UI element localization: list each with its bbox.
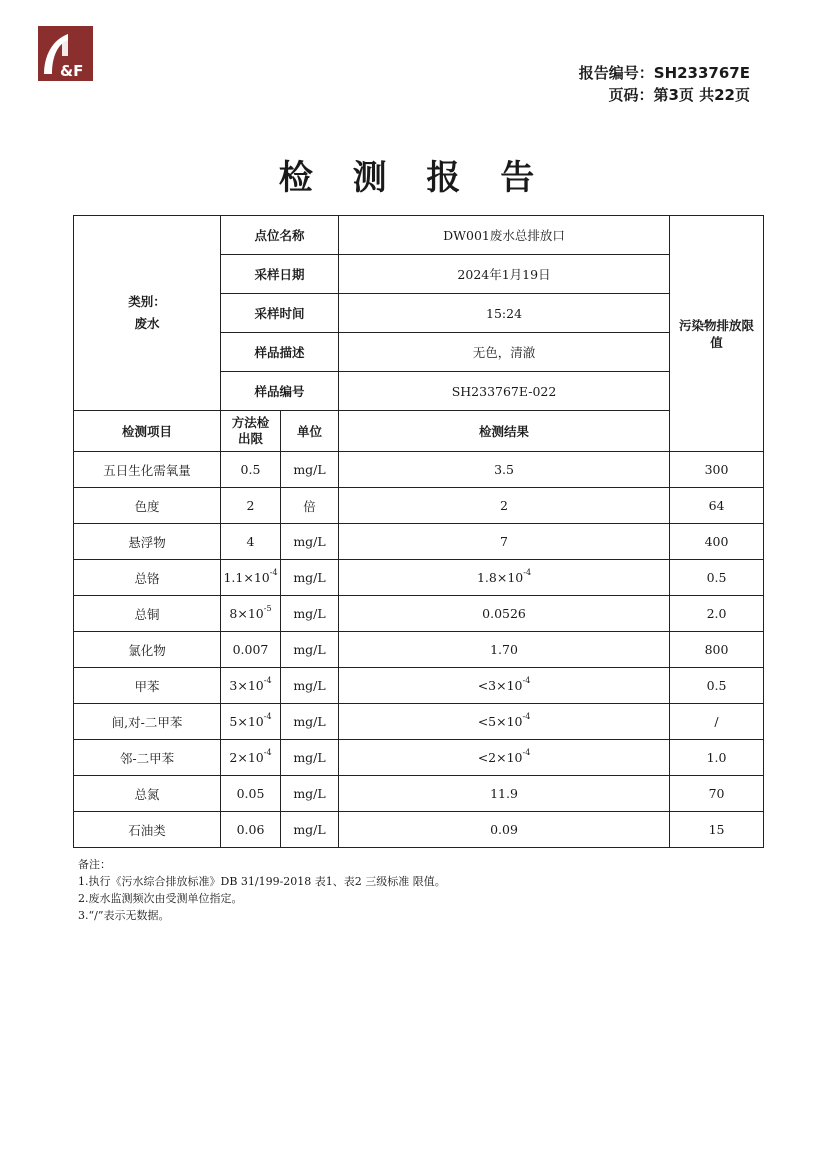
info-label: 采样时间 <box>221 294 339 333</box>
unit-cell-value: mg/L <box>293 606 326 621</box>
unit-cell <box>281 776 339 812</box>
item-cell-value: 石油类 <box>128 822 166 838</box>
standard-limit-cell-value: 15 <box>708 822 725 837</box>
company-logo <box>38 26 93 81</box>
standard-limit-cell <box>670 632 764 668</box>
method-limit-cell <box>221 488 281 524</box>
method-limit-cell <box>221 524 281 560</box>
unit-cell <box>281 704 339 740</box>
info-label: 采样日期 <box>221 255 339 294</box>
unit-cell <box>281 812 339 848</box>
method-limit-cell-value: 0.5 <box>240 462 261 477</box>
standard-limit-cell <box>670 812 764 848</box>
col-header-result: 检测结果 <box>339 411 670 452</box>
item-cell <box>74 776 221 812</box>
result-cell <box>339 632 670 668</box>
standard-limit-cell <box>670 452 764 488</box>
svg-text:&F: &F <box>60 62 84 80</box>
info-label: 样品描述 <box>221 333 339 372</box>
method-limit-cell-value: 3×10 <box>229 678 264 693</box>
method-limit-cell <box>221 812 281 848</box>
result-cell-value: 3.5 <box>494 462 514 477</box>
info-value: 无色，清澈 <box>339 333 670 372</box>
standard-limit-cell <box>670 668 764 704</box>
item-cell-value: 五日生化需氧量 <box>103 462 191 478</box>
note-item: 3.“/”表示无数据。 <box>78 909 170 922</box>
method-limit-cell-exponent: -4 <box>263 748 272 757</box>
table-row <box>74 668 764 704</box>
standard-limit-cell-value: 64 <box>708 498 725 513</box>
item-cell-value: 悬浮物 <box>128 534 166 550</box>
standard-limit-cell-value: 300 <box>704 462 729 477</box>
page-title: 检 测 报 告 <box>278 158 549 198</box>
info-value: DW001废水总排放口 <box>339 216 670 255</box>
standard-limit-cell <box>670 776 764 812</box>
result-cell <box>339 488 670 524</box>
result-cell <box>339 812 670 848</box>
unit-cell-value: mg/L <box>293 678 326 693</box>
method-limit-cell-value: 0.007 <box>232 642 269 657</box>
notes-section <box>78 856 446 924</box>
method-limit-cell <box>221 704 281 740</box>
category-cell <box>74 216 221 411</box>
info-label: 样品编号 <box>221 372 339 411</box>
item-cell <box>74 704 221 740</box>
result-cell <box>339 524 670 560</box>
standard-limit-cell <box>670 596 764 632</box>
standard-limit-cell <box>670 704 764 740</box>
unit-cell-value: mg/L <box>293 642 326 657</box>
method-limit-cell <box>221 632 281 668</box>
method-limit-cell-value: 2×10 <box>229 750 264 765</box>
table-row <box>74 704 764 740</box>
method-limit-cell <box>221 668 281 704</box>
result-cell-exponent: -4 <box>522 676 531 685</box>
result-cell-value: <2×10 <box>477 750 523 765</box>
result-cell-value: 1.70 <box>490 642 518 657</box>
standard-limit-cell <box>670 560 764 596</box>
standard-limit-cell <box>670 488 764 524</box>
method-limit-cell-value: 0.05 <box>236 786 265 801</box>
unit-cell-value: mg/L <box>293 534 326 549</box>
standard-limit-cell-value: 800 <box>704 642 729 657</box>
method-limit-cell-exponent: -4 <box>263 676 272 685</box>
unit-cell-value: mg/L <box>293 786 326 801</box>
method-limit-cell-exponent: -5 <box>263 604 272 613</box>
unit-cell <box>281 488 339 524</box>
report-number: 报告编号：SH233767E <box>578 64 750 82</box>
item-cell <box>74 740 221 776</box>
method-limit-cell <box>221 452 281 488</box>
result-cell-value: 11.9 <box>490 786 518 801</box>
table-row <box>74 632 764 668</box>
result-cell-value: <3×10 <box>477 678 523 693</box>
table-row <box>74 560 764 596</box>
item-cell <box>74 632 221 668</box>
result-cell-value: <5×10 <box>477 714 523 729</box>
item-cell-value: 总铬 <box>134 570 160 586</box>
table-row <box>74 776 764 812</box>
limit-header: 污染物排放限值 <box>670 216 764 452</box>
table-row <box>74 488 764 524</box>
result-cell-exponent: -4 <box>522 748 531 757</box>
item-cell <box>74 812 221 848</box>
col-header-item: 检测项目 <box>74 411 221 452</box>
result-cell <box>339 596 670 632</box>
method-limit-cell-value: 2 <box>246 498 255 513</box>
standard-limit-cell <box>670 524 764 560</box>
method-limit-cell <box>221 596 281 632</box>
unit-cell-value: mg/L <box>293 822 326 837</box>
standard-limit-cell-value: 70 <box>708 786 725 801</box>
method-limit-cell-value: 5×10 <box>229 714 264 729</box>
method-limit-cell <box>221 776 281 812</box>
result-cell-value: 7 <box>500 534 508 549</box>
method-limit-cell-exponent: -4 <box>263 712 272 721</box>
note-item: 1.执行《污水综合排放标准》DB 31/199-2018 表1、表2 三级标准 限值。 <box>78 875 446 888</box>
result-cell <box>339 452 670 488</box>
item-cell-value: 甲苯 <box>134 678 160 694</box>
standard-limit-cell-value: 2.0 <box>706 606 727 621</box>
unit-cell-value: mg/L <box>293 462 326 477</box>
result-cell <box>339 776 670 812</box>
info-value: 15:24 <box>339 294 670 333</box>
item-cell <box>74 668 221 704</box>
result-cell-value: 2 <box>500 498 508 513</box>
unit-cell <box>281 560 339 596</box>
item-cell-value: 氯化物 <box>128 642 166 658</box>
table-row <box>74 812 764 848</box>
table-row <box>74 452 764 488</box>
result-cell <box>339 668 670 704</box>
unit-cell <box>281 668 339 704</box>
item-cell <box>74 524 221 560</box>
result-cell <box>339 704 670 740</box>
item-cell-value: 间,对-二甲苯 <box>111 714 183 730</box>
category-value: 废水 <box>134 316 160 331</box>
item-cell-value: 色度 <box>134 498 160 514</box>
standard-limit-cell <box>670 740 764 776</box>
method-limit-cell <box>221 560 281 596</box>
unit-cell-value: mg/L <box>293 714 326 729</box>
result-cell-value: 0.09 <box>490 822 518 837</box>
unit-cell <box>281 632 339 668</box>
standard-limit-cell-value: 0.5 <box>706 570 727 585</box>
unit-cell-value: mg/L <box>293 570 326 585</box>
table-row <box>74 596 764 632</box>
item-cell-value: 邻-二甲苯 <box>119 750 175 766</box>
result-cell-value: 1.8×10 <box>476 570 524 585</box>
unit-cell <box>281 596 339 632</box>
result-cell-exponent: -4 <box>522 712 531 721</box>
col-header-unit: 单位 <box>281 411 339 452</box>
col-header-method: 方法检出限 <box>221 411 281 452</box>
table-row <box>74 740 764 776</box>
page-indicator: 页码：第3页 共22页 <box>608 86 750 104</box>
note-item: 2.废水监测频次由受测单位指定。 <box>78 892 243 905</box>
result-cell <box>339 560 670 596</box>
info-value: SH233767E-022 <box>339 372 670 411</box>
table-row <box>74 524 764 560</box>
item-cell <box>74 596 221 632</box>
info-label: 点位名称 <box>221 216 339 255</box>
unit-cell-value: mg/L <box>293 750 326 765</box>
method-limit-cell-value: 4 <box>246 534 255 549</box>
unit-cell <box>281 452 339 488</box>
result-cell-exponent: -4 <box>523 568 532 577</box>
unit-cell <box>281 740 339 776</box>
standard-limit-cell-value: / <box>714 714 719 729</box>
standard-limit-cell-value: 1.0 <box>706 750 727 765</box>
method-limit-cell <box>221 740 281 776</box>
result-cell <box>339 740 670 776</box>
item-cell <box>74 452 221 488</box>
notes-title: 备注： <box>78 858 111 871</box>
category-label: 类别： <box>128 294 166 309</box>
method-limit-cell-value: 1.1×10 <box>223 570 270 585</box>
item-cell <box>74 560 221 596</box>
method-limit-cell-value: 8×10 <box>229 606 264 621</box>
standard-limit-cell-value: 0.5 <box>706 678 727 693</box>
item-cell <box>74 488 221 524</box>
unit-cell <box>281 524 339 560</box>
report-table <box>73 215 764 848</box>
unit-cell-value: 倍 <box>303 498 316 514</box>
standard-limit-cell-value: 400 <box>704 534 729 549</box>
method-limit-cell-exponent: -4 <box>269 568 278 577</box>
item-cell-value: 总氮 <box>134 786 160 802</box>
result-cell-value: 0.0526 <box>482 606 526 621</box>
item-cell-value: 总铜 <box>134 606 160 622</box>
method-limit-cell-value: 0.06 <box>236 822 265 837</box>
report-header <box>579 62 750 106</box>
info-value: 2024年1月19日 <box>339 255 670 294</box>
